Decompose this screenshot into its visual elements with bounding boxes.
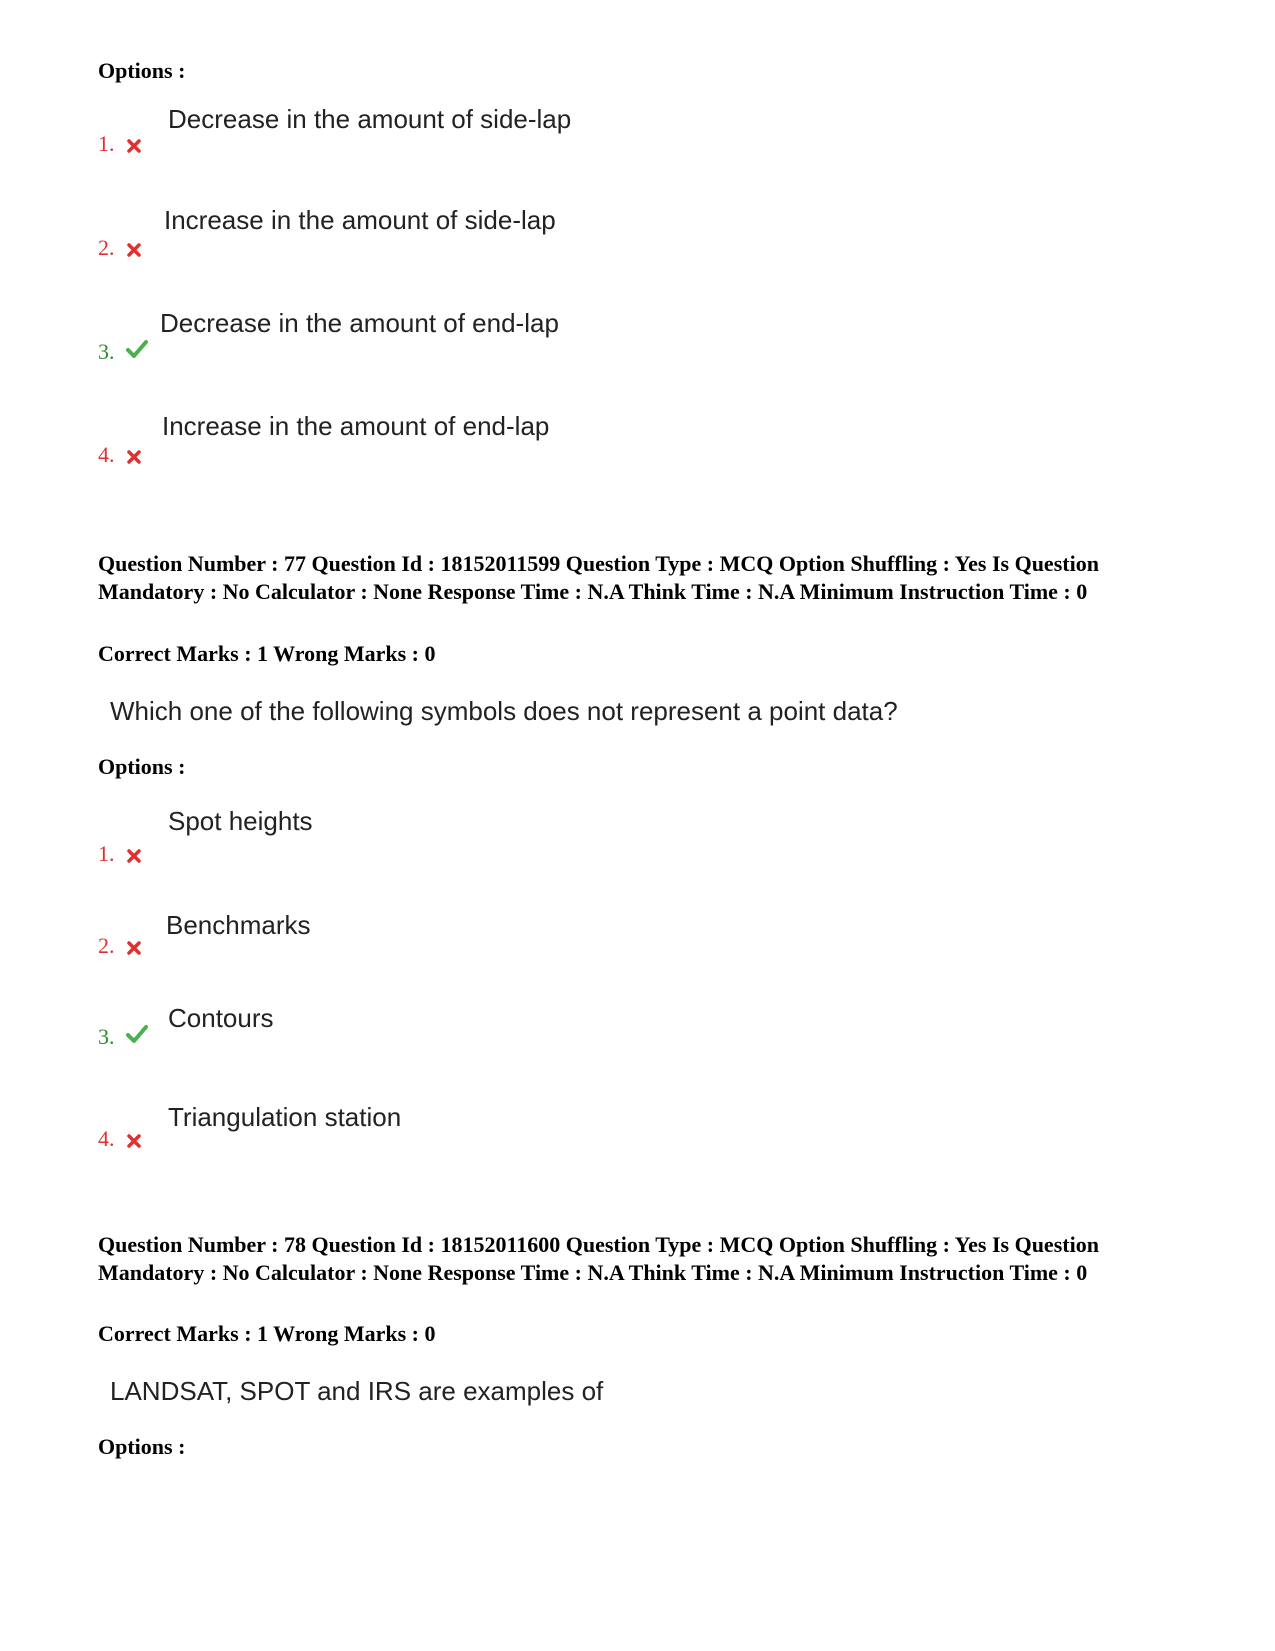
option-number-label: 4. xyxy=(98,442,115,467)
option-text: Decrease in the amount of end-lap xyxy=(160,308,559,338)
option-text: Triangulation station xyxy=(168,1102,402,1132)
option-number xyxy=(98,236,142,260)
options-label: Options : xyxy=(98,1434,186,1459)
option-text: Contours xyxy=(168,1003,274,1033)
option-number-label: 1. xyxy=(98,841,115,866)
option-number xyxy=(98,842,142,866)
option-number-label: 2. xyxy=(98,235,115,260)
cross-icon xyxy=(126,242,142,258)
option-number xyxy=(98,443,142,467)
option-text: Benchmarks xyxy=(166,910,311,940)
options-label: Options : xyxy=(98,58,186,83)
question-meta: Question Number : 78 Question Id : 18152011600 Question Type : MCQ Option Shuffling : Yes Is Question Mandatory : No Calculator : None Response Time : N.A Think Time : N.A Minimum Instruction Time : 0 xyxy=(98,1232,1099,1285)
option-number-label: 4. xyxy=(98,1126,115,1151)
option-number-label: 3. xyxy=(98,339,115,364)
option-number-label: 1. xyxy=(98,131,115,156)
check-icon xyxy=(126,1024,148,1044)
question-text: LANDSAT, SPOT and IRS are examples of xyxy=(110,1376,604,1406)
option-number xyxy=(98,1025,148,1049)
cross-icon xyxy=(126,138,142,154)
option-text: Spot heights xyxy=(168,806,313,836)
cross-icon xyxy=(126,848,142,864)
question-marks: Correct Marks : 1 Wrong Marks : 0 xyxy=(98,1321,436,1346)
question-text: Which one of the following symbols does not represent a point data? xyxy=(110,696,898,726)
question-meta: Question Number : 77 Question Id : 18152011599 Question Type : MCQ Option Shuffling : Yes Is Question Mandatory : No Calculator : None Response Time : N.A Think Time : N.A Minimum Instruction Time : 0 xyxy=(98,551,1099,604)
cross-icon xyxy=(126,1133,142,1149)
cross-icon xyxy=(126,940,142,956)
check-icon xyxy=(126,339,148,359)
cross-icon xyxy=(126,449,142,465)
options-label: Options : xyxy=(98,754,186,779)
option-text: Increase in the amount of side-lap xyxy=(164,205,556,235)
option-number xyxy=(98,132,142,156)
option-number xyxy=(98,340,148,364)
question-marks: Correct Marks : 1 Wrong Marks : 0 xyxy=(98,641,436,666)
option-number xyxy=(98,1127,142,1151)
option-text: Decrease in the amount of side-lap xyxy=(168,104,572,134)
option-number-label: 2. xyxy=(98,933,115,958)
option-number xyxy=(98,934,142,958)
option-text: Increase in the amount of end-lap xyxy=(162,411,550,441)
option-number-label: 3. xyxy=(98,1024,115,1049)
